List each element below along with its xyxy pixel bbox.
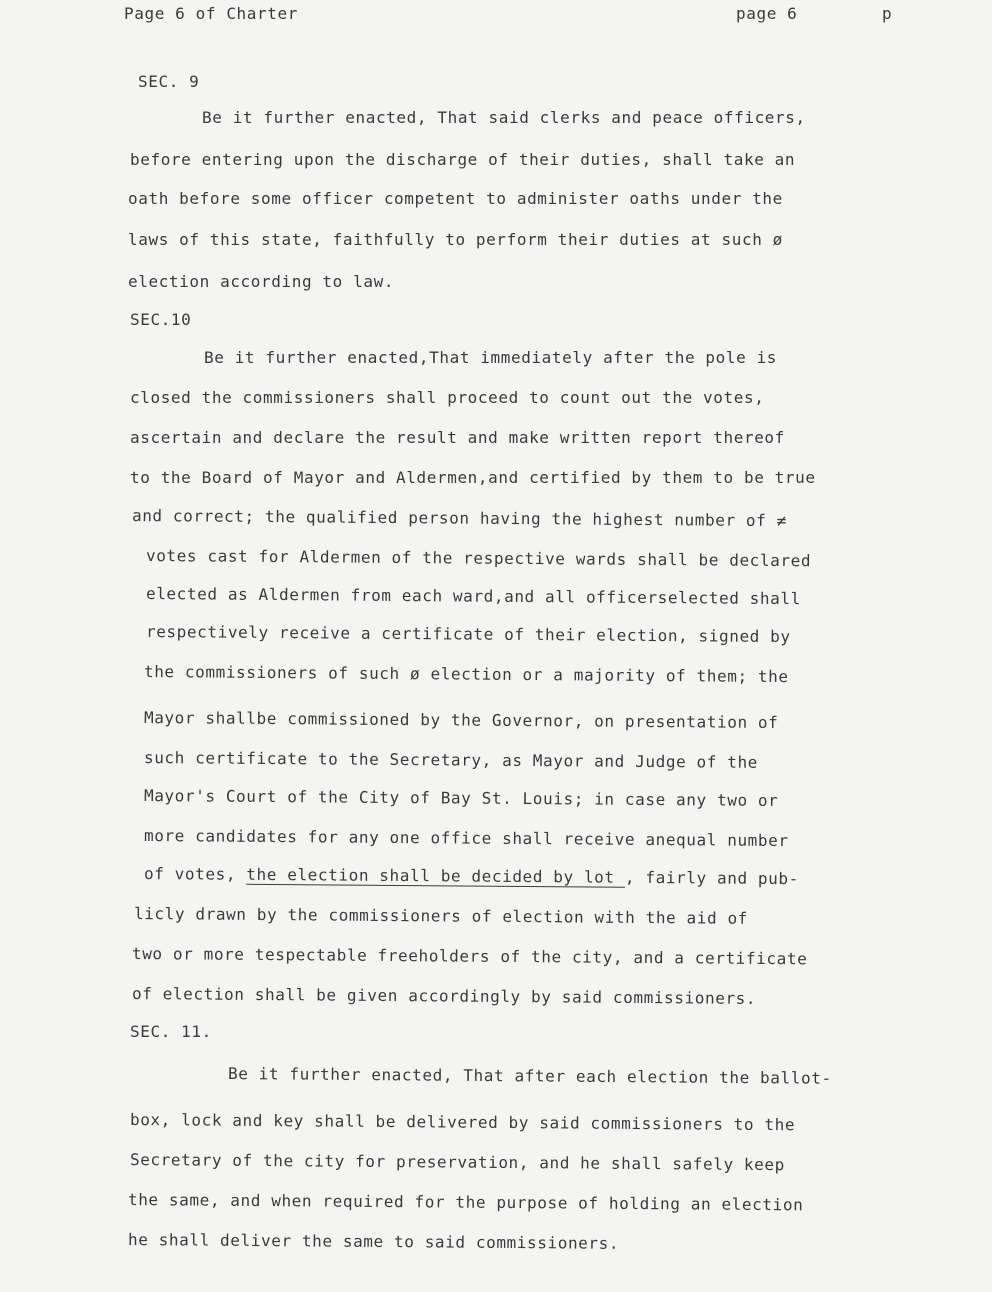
text-line: two or more tespectable freeholders of the city, and a certificate: [131, 944, 808, 969]
text-line: Be it further enacted,That immediately after the pole is: [204, 348, 778, 367]
text-line: closed the commissioners shall proceed to count out the votes,: [130, 388, 765, 407]
text-line: ascertain and declare the result and make written report thereof: [130, 428, 785, 447]
text-line: more candidates for any one office shall receive anequal number: [143, 826, 789, 851]
text-line: election according to law.: [128, 272, 395, 291]
section-heading: SEC.10: [130, 310, 192, 329]
text-line: box, lock and key shall be delivered by said commissioners to the: [129, 1110, 796, 1135]
underlined-phrase: the election shall be decided by lot: [246, 864, 626, 887]
section-heading: SEC. 9: [138, 72, 200, 91]
text-line: elected as Aldermen from each ward,and all officerselected shall: [145, 584, 801, 609]
text-line: Secretary of the city for preservation, and he shall safely keep: [129, 1150, 785, 1175]
text-line: laws of this state, faithfully to perform their duties at such ø: [128, 230, 783, 249]
text-line: Be it further enacted, That said clerks and peace officers,: [202, 108, 806, 127]
text-line: Be it further enacted, That after each election the ballot-: [227, 1064, 832, 1088]
text-line: and correct; the qualified person having the highest number of ≠: [131, 506, 787, 531]
text-line: oath before some officer competent to administer oaths under the: [128, 189, 783, 208]
section-heading: SEC. 11.: [130, 1022, 212, 1041]
text-line: to the Board of Mayor and Aldermen,and certified by them to be true: [130, 468, 816, 487]
text-line: votes cast for Aldermen of the respective wards shall be declared: [145, 546, 812, 571]
text-line: he shall deliver the same to said commissioners.: [127, 1230, 620, 1253]
header-page-number: page 6: [736, 4, 798, 23]
text-line: respectively receive a certificate of their election, signed by: [145, 622, 791, 647]
text-fragment: , fairly and pub-: [624, 867, 799, 889]
text-line: before entering upon the discharge of their duties, shall take an: [130, 150, 796, 169]
text-line: of election shall be given accordingly by said commissioners.: [131, 984, 757, 1008]
text-line: licly drawn by the commissioners of election with the aid of: [133, 904, 749, 928]
text-line: the same, and when required for the purpose of holding an election: [127, 1190, 804, 1215]
text-line: Mayor's Court of the City of Bay St. Louis; in case any two or: [143, 786, 779, 810]
text-fragment: of votes,: [143, 864, 247, 884]
text-line: Mayor shallbe commissioned by the Governor, on presentation of: [143, 708, 779, 732]
text-line-with-underline: [144, 864, 799, 888]
text-line: such certificate to the Secretary, as Mayor and Judge of the: [143, 748, 759, 772]
header-mark: p: [882, 4, 893, 23]
header-left: Page 6 of Charter: [124, 4, 298, 23]
text-line: the commissioners of such ø election or a majority of them; the: [143, 662, 789, 687]
